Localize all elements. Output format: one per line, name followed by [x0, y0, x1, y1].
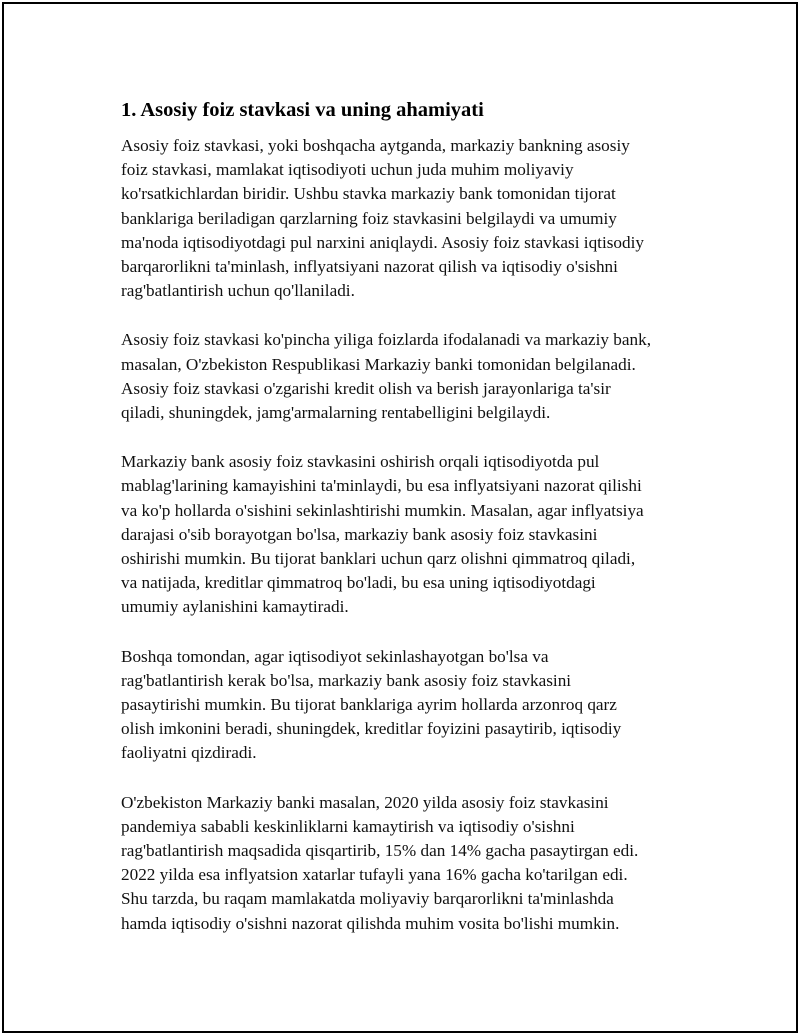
document-body	[121, 96, 691, 961]
paragraph-line: faoliyatni qizdiradi.	[121, 743, 257, 763]
paragraph-line: ko'rsatkichlardan biridir. Ushbu stavka markaziy bank tomonidan tijorat	[121, 184, 616, 204]
paragraph-line: darajasi o'sib borayotgan bo'lsa, markaziy bank asosiy foiz stavkasini	[121, 524, 598, 544]
paragraph-line: umumiy aylanishini kamaytiradi.	[121, 597, 349, 617]
paragraph-line: qiladi, shuningdek, jamg'armalarning rentabelligini belgilaydi.	[121, 403, 551, 423]
paragraph-line: va ko'p hollarda o'sishini sekinlashtirishi mumkin. Masalan, agar inflyatsiya	[121, 500, 644, 520]
paragraph-line: pasaytirishi mumkin. Bu tijorat banklariga ayrim hollarda arzonroq qarz	[121, 695, 617, 715]
paragraph-2	[121, 328, 691, 425]
paragraph-1	[121, 134, 691, 303]
paragraph-line: va natijada, kreditlar qimmatroq bo'ladi, bu esa uning iqtisodiyotdagi	[121, 573, 596, 593]
paragraph-line: rag'batlantirish kerak bo'lsa, markaziy bank asosiy foiz stavkasini	[121, 670, 572, 690]
paragraph-line: Boshqa tomondan, agar iqtisodiyot sekinlashayotgan bo'lsa va	[121, 646, 549, 666]
paragraph-4	[121, 645, 691, 766]
paragraph-3	[121, 450, 691, 619]
paragraph-line: rag'batlantirish uchun qo'llaniladi.	[121, 281, 355, 301]
paragraph-line: Markaziy bank asosiy foiz stavkasini oshirish orqali iqtisodiyotda pul	[121, 452, 600, 472]
paragraph-line: rag'batlantirish maqsadida qisqartirib, 15% dan 14% gacha pasaytirgan edi.	[121, 841, 639, 861]
paragraph-line: barqarorlikni ta'minlash, inflyatsiyani nazorat qilish va iqtisodiy o'sishni	[121, 257, 618, 277]
paragraph-line: Asosiy foiz stavkasi ko'pincha yiliga foizlarda ifodalanadi va markaziy bank,	[121, 330, 652, 350]
paragraph-line: Shu tarzda, bu raqam mamlakatda moliyaviy barqarorlikni ta'minlashda	[121, 889, 614, 909]
paragraph-line: foiz stavkasi, mamlakat iqtisodiyoti uchun juda muhim moliyaviy	[121, 160, 574, 180]
paragraph-line: mablag'larining kamayishini ta'minlaydi, bu esa inflyatsiyani nazorat qilishi	[121, 476, 642, 496]
paragraph-line: oshirishi mumkin. Bu tijorat banklari uchun qarz olishni qimmatroq qiladi,	[121, 549, 636, 569]
paragraph-line: masalan, O'zbekiston Respublikasi Markaziy banki tomonidan belgilanadi.	[121, 354, 636, 374]
paragraph-line: Asosiy foiz stavkasi, yoki boshqacha aytganda, markaziy bankning asosiy	[121, 136, 630, 155]
paragraph-line: 2022 yilda esa inflyatsion xatarlar tufayli yana 16% gacha ko'tarilgan edi.	[121, 865, 628, 885]
section-heading: 1. Asosiy foiz stavkasi va uning ahamiyati	[121, 99, 484, 121]
paragraph-line: olish imkonini beradi, shuningdek, kreditlar foyizini pasaytirib, iqtisodiy	[121, 719, 622, 739]
paragraph-line: ma'noda iqtisodiyotdagi pul narxini aniqlaydi. Asosiy foiz stavkasi iqtisodiy	[121, 232, 644, 252]
paragraph-line: pandemiya sababli keskinliklarni kamaytirish va iqtisodiy o'sishni	[121, 816, 575, 836]
paragraph-line: O'zbekiston Markaziy banki masalan, 2020 yilda asosiy foiz stavkasini	[121, 792, 609, 812]
paragraph-line: banklariga beriladigan qarzlarning foiz stavkasini belgilaydi va umumiy	[121, 208, 617, 228]
paragraph-line: hamda iqtisodiy o'sishni nazorat qilishda muhim vosita bo'lishi mumkin.	[121, 913, 620, 933]
paragraph-line: Asosiy foiz stavkasi o'zgarishi kredit olish va berish jarayonlariga ta'sir	[121, 378, 611, 398]
paragraph-5	[121, 791, 691, 936]
page-frame	[2, 2, 798, 1033]
